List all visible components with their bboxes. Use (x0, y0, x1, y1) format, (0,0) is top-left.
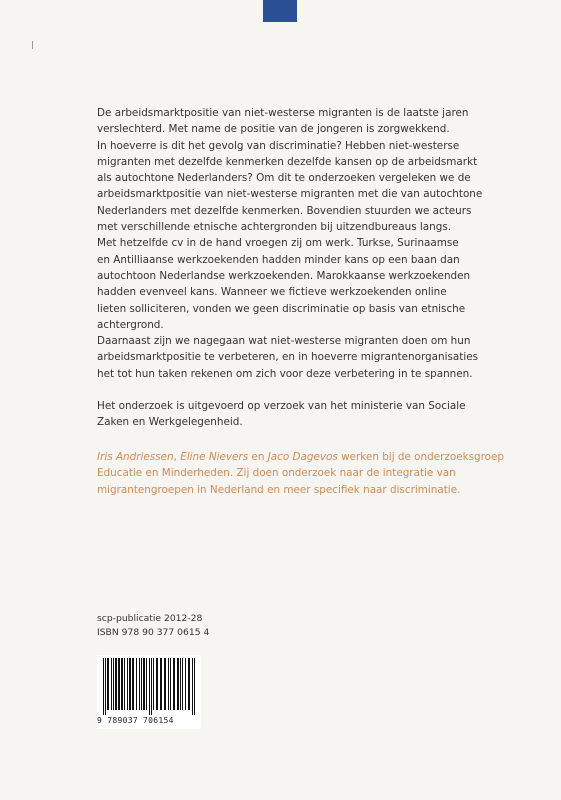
barcode-bar (160, 658, 162, 710)
text-line: In hoeverre is dit het gevolg van discriminatie? Hebben niet-westerse (97, 139, 460, 152)
summary-text (97, 105, 537, 431)
text-line: verslechterd. Met name de positie van de jongeren is zorgwekkend. (97, 123, 450, 136)
author-line: Educatie en Minderheden. Zij doen onderzoek naar de integratie van (97, 467, 456, 480)
barcode-bar (124, 658, 125, 710)
text-line: achtergrond. (97, 318, 164, 331)
paragraph-spacer (97, 382, 537, 398)
series-number: scp-publicatie 2012-28 (97, 613, 203, 624)
text-line: De arbeidsmarktpositie van niet-westerse migranten is de laatste jaren (97, 107, 469, 119)
text-line: als autochtone Nederlanders? Om dit te onderzoeken vergeleken we de (97, 172, 471, 185)
text-line: en Antilliaanse werkzoekenden hadden minder kans op een baan dan (97, 253, 460, 266)
text-line: Met hetzelfde cv in de hand vroegen zij om werk. Turkse, Surinaamse (97, 237, 459, 250)
barcode-bar (173, 658, 175, 710)
barcode-bar (129, 658, 131, 710)
barcode-digits: 9 789037 706154 (97, 716, 174, 725)
text-line: Nederlanders met dezelfde kenmerken. Bovendien stuurden we acteurs (97, 204, 472, 217)
text-line: autochtoon Nederlandse werkzoekenden. Marokkaanse werkzoekenden (97, 269, 471, 282)
author-name: Iris Andriessen (97, 451, 174, 463)
isbn-number: ISBN 978 90 377 0615 4 (97, 627, 210, 638)
summary-paragraph (97, 105, 537, 382)
text-line: hadden evenveel kans. Wanneer we fictieve werkzoekenden online (97, 286, 447, 299)
barcode-bars (97, 655, 201, 715)
author-line-tail: werken bij de onderzoeksgroep (341, 451, 505, 463)
text-line: arbeidsmarktpositie van niet-westerse migranten met die van autochtone (97, 188, 483, 201)
barcode-bar (113, 658, 114, 710)
publication-info (97, 612, 209, 640)
barcode-bar (185, 658, 186, 710)
author-conjunction: en (251, 451, 265, 463)
author-line: Iris Andriessen, Eline Nievers en Jaco Dagevos werken bij de onderzoeksgroep (97, 451, 505, 463)
text-line: het tot hun taken rekenen om zich voor deze verbetering in te spannen. (97, 367, 473, 380)
barcode-bar (105, 658, 106, 715)
barcode-bar (182, 658, 183, 710)
commission-paragraph (97, 398, 537, 431)
author-info (97, 449, 537, 498)
barcode-bar (118, 658, 120, 710)
barcode-bar (111, 658, 112, 710)
barcode-bar (141, 658, 142, 710)
text-line: arbeidsmarktpositie te verbeteren, en in hoeverre migrantenorganisaties (97, 351, 479, 364)
barcode-bar (107, 658, 109, 710)
barcode-bar (115, 658, 117, 710)
barcode-bar (132, 658, 134, 710)
text-line: Zaken en Werkgelegenheid. (97, 416, 243, 429)
barcode-bar (127, 658, 128, 710)
barcode-bar (151, 658, 152, 715)
barcode-bar (164, 658, 166, 710)
barcode-bar (103, 658, 104, 715)
trim-mark (32, 41, 33, 49)
barcode-bar (121, 658, 123, 710)
barcode-bar (146, 658, 147, 710)
barcode-bar (153, 658, 154, 710)
author-name: Eline Nievers (180, 451, 249, 463)
text-line: Het onderzoek is uitgevoerd op verzoek van het ministerie van Sociale (97, 400, 466, 413)
barcode-bar (180, 658, 181, 710)
text-line: met verschillende etnische achtergronden bij uitzendbureaus langs. (97, 221, 452, 234)
text-line: migranten met dezelfde kenmerken dezelfde kansen op de arbeidsmarkt (97, 155, 478, 168)
barcode-bar (188, 658, 190, 710)
author-line: migrantengroepen in Nederland en meer specifiek naar discriminatie. (97, 483, 461, 496)
barcode-bar (177, 658, 179, 710)
barcode-bar (192, 658, 193, 715)
barcode-bar (194, 658, 195, 715)
cover-color-tab (263, 0, 297, 22)
barcode-bar (149, 658, 150, 715)
barcode-bar (168, 658, 169, 710)
text-line: Daarnaast zijn we nagegaan wat niet-westerse migranten doen om hun (97, 335, 471, 348)
barcode-bar (170, 658, 171, 710)
isbn-barcode (97, 655, 201, 729)
barcode-bar (136, 658, 137, 710)
barcode-bar (156, 658, 158, 710)
text-line: lieten solliciteren, vonden we geen discriminatie op basis van etnische (97, 302, 466, 315)
barcode-bar (143, 658, 145, 710)
author-name: Jaco Dagevos (267, 451, 338, 463)
barcode-bar (139, 658, 140, 710)
